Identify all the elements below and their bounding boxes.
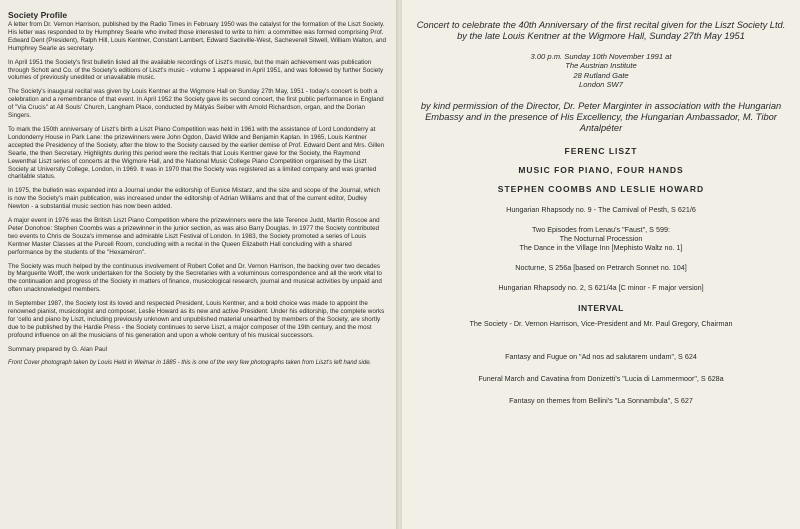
- profile-paragraph: In September 1987, the Society lost its loved and respected President, Louis Kentner, and a bold choice was made to appoint the renowned pianist, musicologist and composer, Leslie Howard as its new and active President. Under his editorship, the complete works for 'cello and piano by Liszt, including previously unknown and unpublished material unearthed by members of the Society, are shortly due to be published by the Hardie Press - the Society continues to serve Liszt, a major composer of the 19th century, and the most profound influence on all the musicians of his generation and upon a whole century of his musical successors.: [8, 300, 385, 339]
- work-movement: The Nocturnal Procession: [559, 234, 643, 244]
- work-item: [416, 205, 786, 214]
- work-item: [416, 225, 786, 252]
- interval-heading: INTERVAL: [578, 303, 624, 314]
- venue-line: The Austrian Institute: [565, 61, 637, 71]
- venue-line: 3.00 p.m. Sunday 10th November 1991 at: [530, 52, 672, 61]
- profile-paragraph: The Society was much helped by the continuous involvement of Robert Collet and Dr. Vernon Harrison, the backing over two decades by Marguerite Wolff, the work undertaken for the Society by the Secretaries with a voluminous correspondence and all the work vital to the continuation and progress of the Society in matters of finance, musicological research, journal and musical activities by unpaid and often unacknowledged members.: [8, 262, 382, 294]
- profile-paragraph: In 1975, the bulletin was expanded into a Journal under the editorship of Eunice Mistarz, and the size and scope of the Journal, which is now the Society's main publication, was increased under the editorship of Adrian Williams and that of the current editor, Dudley Newton - a substantial music section has now been added.: [8, 187, 381, 211]
- profile-paragraph: A major event in 1976 was the British Liszt Piano Competition where the prizewinners were the late Terence Judd, Martin Roscoe and Peter Donohoe: Stephen Coombs was a prizewinner in the junior section, as was also Barry Douglas. In 1977 the Society contributed two events to Chris de Souza's immense and admirable Liszt Festival of London. In 1983, the Society promoted a series of Louis Kentner Master Classes at the Purcell Room, concluding with a recital in the Queen Elizabeth Hall concluding with a shared performance by the students of the "Hexaméron".: [8, 217, 380, 256]
- venue-line: London SW7: [579, 79, 623, 89]
- venue-block: [416, 52, 786, 89]
- work-movement: The Dance in the Village Inn [Mephisto Waltz no. 1]: [519, 243, 683, 253]
- work-item: Fantasy on themes from Bellini's "La Sonnambula", S 627: [509, 396, 693, 406]
- interval-speaker: The Society - Dr. Vernon Harrison, Vice-President and Mr. Paul Gregory, Chairman: [469, 319, 733, 329]
- composer-name: FERENC LISZT: [564, 146, 638, 157]
- society-profile-heading: Society Profile: [8, 10, 68, 20]
- summary-credit: Summary prepared by G. Alan Paul: [8, 345, 108, 353]
- right-page: [402, 0, 800, 529]
- profile-paragraph: In April 1951 the Society's first bulletin listed all the available recordings of Liszt's music, but the main achievement was publication through Schott and Co. of the Society's editions of Liszt's music - volume 1 appeared in April 1951, and was followed by further Society volumes of previously unedited or unavailable music.: [8, 58, 384, 82]
- work-item: Fantasy and Fugue on "Ad nos ad salutarem undam", S 624: [505, 352, 697, 362]
- work-title: Hungarian Rhapsody no. 9 - The Carnival of Pesth, S 621/6: [506, 205, 696, 215]
- concert-intro: Concert to celebrate the 40th Anniversary of the first recital given for the Liszt Society Ltd. by the late Louis Kentner at the Wigmore Hall, Sunday 27th May 1951: [416, 20, 786, 41]
- profile-paragraph: A letter from Dr. Vernon Harrison, published by the Radio Times in February 1950 was the catalyst for the formation of the Liszt Society. His letter was responded to by Humphrey Searle who invited those interested to write to him: a committee was formed comprising Prof. Edward Dent (President), Ralph Hill, Louis Kentner, Constant Lambert, Edward Sackville-West, Sacheverell Sitwell, William Walton, and Humphrey Searle as secretary.: [8, 21, 386, 52]
- venue-line: 28 Rutland Gate: [573, 70, 629, 80]
- work-item: [416, 283, 786, 292]
- permission-text: by kind permission of the Director, Dr. Peter Marginter in association with the Hungarian Embassy and in the presence of His Excellency, the Hungarian Ambassador, M. Tibor Antalpéter: [420, 101, 782, 134]
- performers: STEPHEN COOMBS AND LESLIE HOWARD: [497, 184, 705, 195]
- cover-photo-caption: Front Cover photograph taken by Louis Held in Weimar in 1885 - this is one of the very few photographs taken from Liszt's left hand side.: [8, 359, 372, 366]
- profile-paragraph: The Society's inaugural recital was given by Louis Kentner at the Wigmore Hall on Sunday 27th May, 1951 - today's concert is both a celebration and a remembrance of that event. In April 1952 the Society gave its second concert, the first public performance in England of "Via Crucis" at All Souls' Church, Langham Place, conducted by Mátyás Seiber with Arnold Richardson, organ, and the Dorian Singers.: [8, 88, 384, 120]
- profile-paragraph: To mark the 150th anniversary of Liszt's birth a Liszt Piano Competition was held in 1961 with the assistance of Lord Londonderry at Londonderry House in Park Lane: the prizewinners were John Ogdon, David Wilde and Benjamin Kaplan. In 1965, Louis Kentner accepted the Presidency of the Society, after the blow to the Society caused by the earlier demise of Prof. Edward Dent and Mrs. Gillen Searle, the then Secretary. Highlights during this period were the recitals that Louis Kentner gave for the Society, the Raymond Lewenthal Liszt series of concerts at the Wigmore Hall, and the National Music College Piano Competition organised by the Liszt Society at University College, London, in 1969. It was in 1970 that the Society was registered as a limited company and was granted charitable status.: [8, 125, 385, 181]
- work-title: Two Episodes from Lenau's "Faust", S 599:: [532, 225, 670, 235]
- work-title: Nocturne, S 256a [based on Petrarch Sonnet no. 104]: [515, 263, 687, 273]
- work-item: Funeral March and Cavatina from Donizetti's "Lucia di Lammermoor", S 628a: [478, 374, 724, 384]
- work-item: [416, 263, 786, 272]
- programme-subtitle: MUSIC FOR PIANO, FOUR HANDS: [518, 165, 684, 176]
- work-title: Hungarian Rhapsody no. 2, S 621/4a [C minor - F major version]: [498, 283, 704, 293]
- left-page: [0, 0, 398, 529]
